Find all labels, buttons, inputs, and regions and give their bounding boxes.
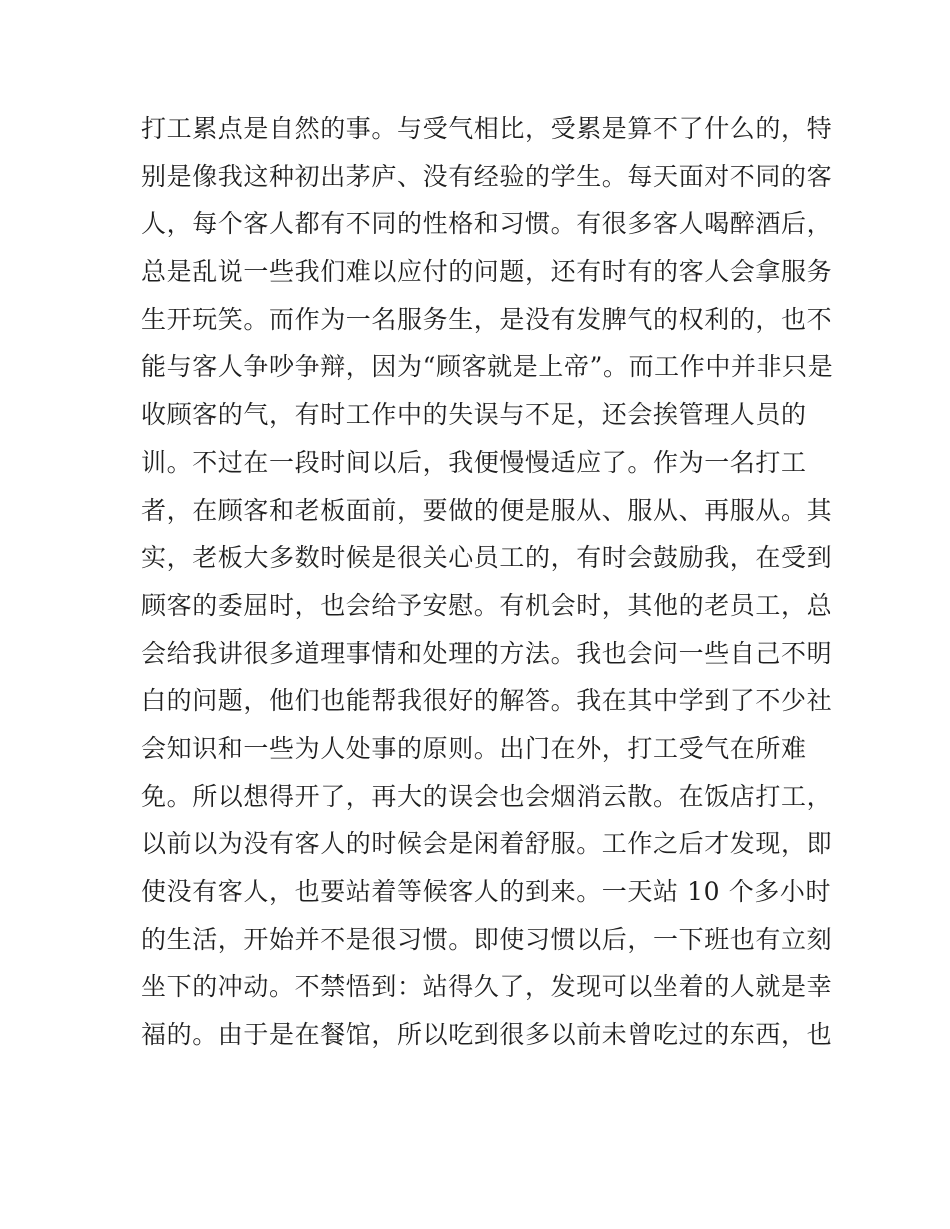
body-text [141,109,834,1063]
text-line: 的生活，开始并不是很习惯。即使习惯以后，一下班也有立刻 [141,924,833,954]
text-line: 能与客人争吵争辩，因为“顾客就是上帝”。而工作中并非只是 [141,352,834,382]
text-line: 打工累点是自然的事。与受气相比，受累是算不了什么的，特 [141,114,833,143]
text-line: 生开玩笑。而作为一名服务生，是没有发脾气的权利的，也不 [141,304,833,334]
text-line: 使没有客人，也要站着等候客人的到来。一天站 10 个多小时 [141,877,832,906]
text-line: 坐下的冲动。不禁悟到：站得久了，发现可以坐着的人就是幸 [141,972,833,1002]
text-line: 别是像我这种初出茅庐、没有经验的学生。每天面对不同的客 [141,161,833,191]
text-line: 以前以为没有客人的时候会是闲着舒服。工作之后才发现，即 [141,829,833,859]
text-line: 收顾客的气，有时工作中的失误与不足，还会挨管理人员的 [141,400,807,430]
text-line: 人，每个客人都有不同的性格和习惯。有很多客人喝醉酒后， [141,209,833,239]
text-line: 总是乱说一些我们难以应付的问题，还有时有的客人会拿服务 [141,257,833,287]
text-line: 训。不过在一段时间以后，我便慢慢适应了。作为一名打工 [141,447,807,477]
text-line: 福的。由于是在餐馆，所以吃到很多以前未曾吃过的东西，也 [141,1020,833,1050]
text-line: 顾客的委屈时，也会给予安慰。有机会时，其他的老员工，总 [141,590,833,620]
text-line: 实，老板大多数时候是很关心员工的，有时会鼓励我，在受到 [141,543,833,573]
text-line: 者，在顾客和老板面前，要做的便是服从、服从、再服从。其 [141,495,833,525]
text-line: 会知识和一些为人处事的原则。出门在外，打工受气在所难 [141,733,807,763]
text-line: 白的问题，他们也能帮我很好的解答。我在其中学到了不少社 [141,686,833,716]
text-line: 会给我讲很多道理事情和处理的方法。我也会问一些自己不明 [141,638,833,668]
text-line: 免。所以想得开了，再大的误会也会烟消云散。在饭店打工， [141,781,833,811]
